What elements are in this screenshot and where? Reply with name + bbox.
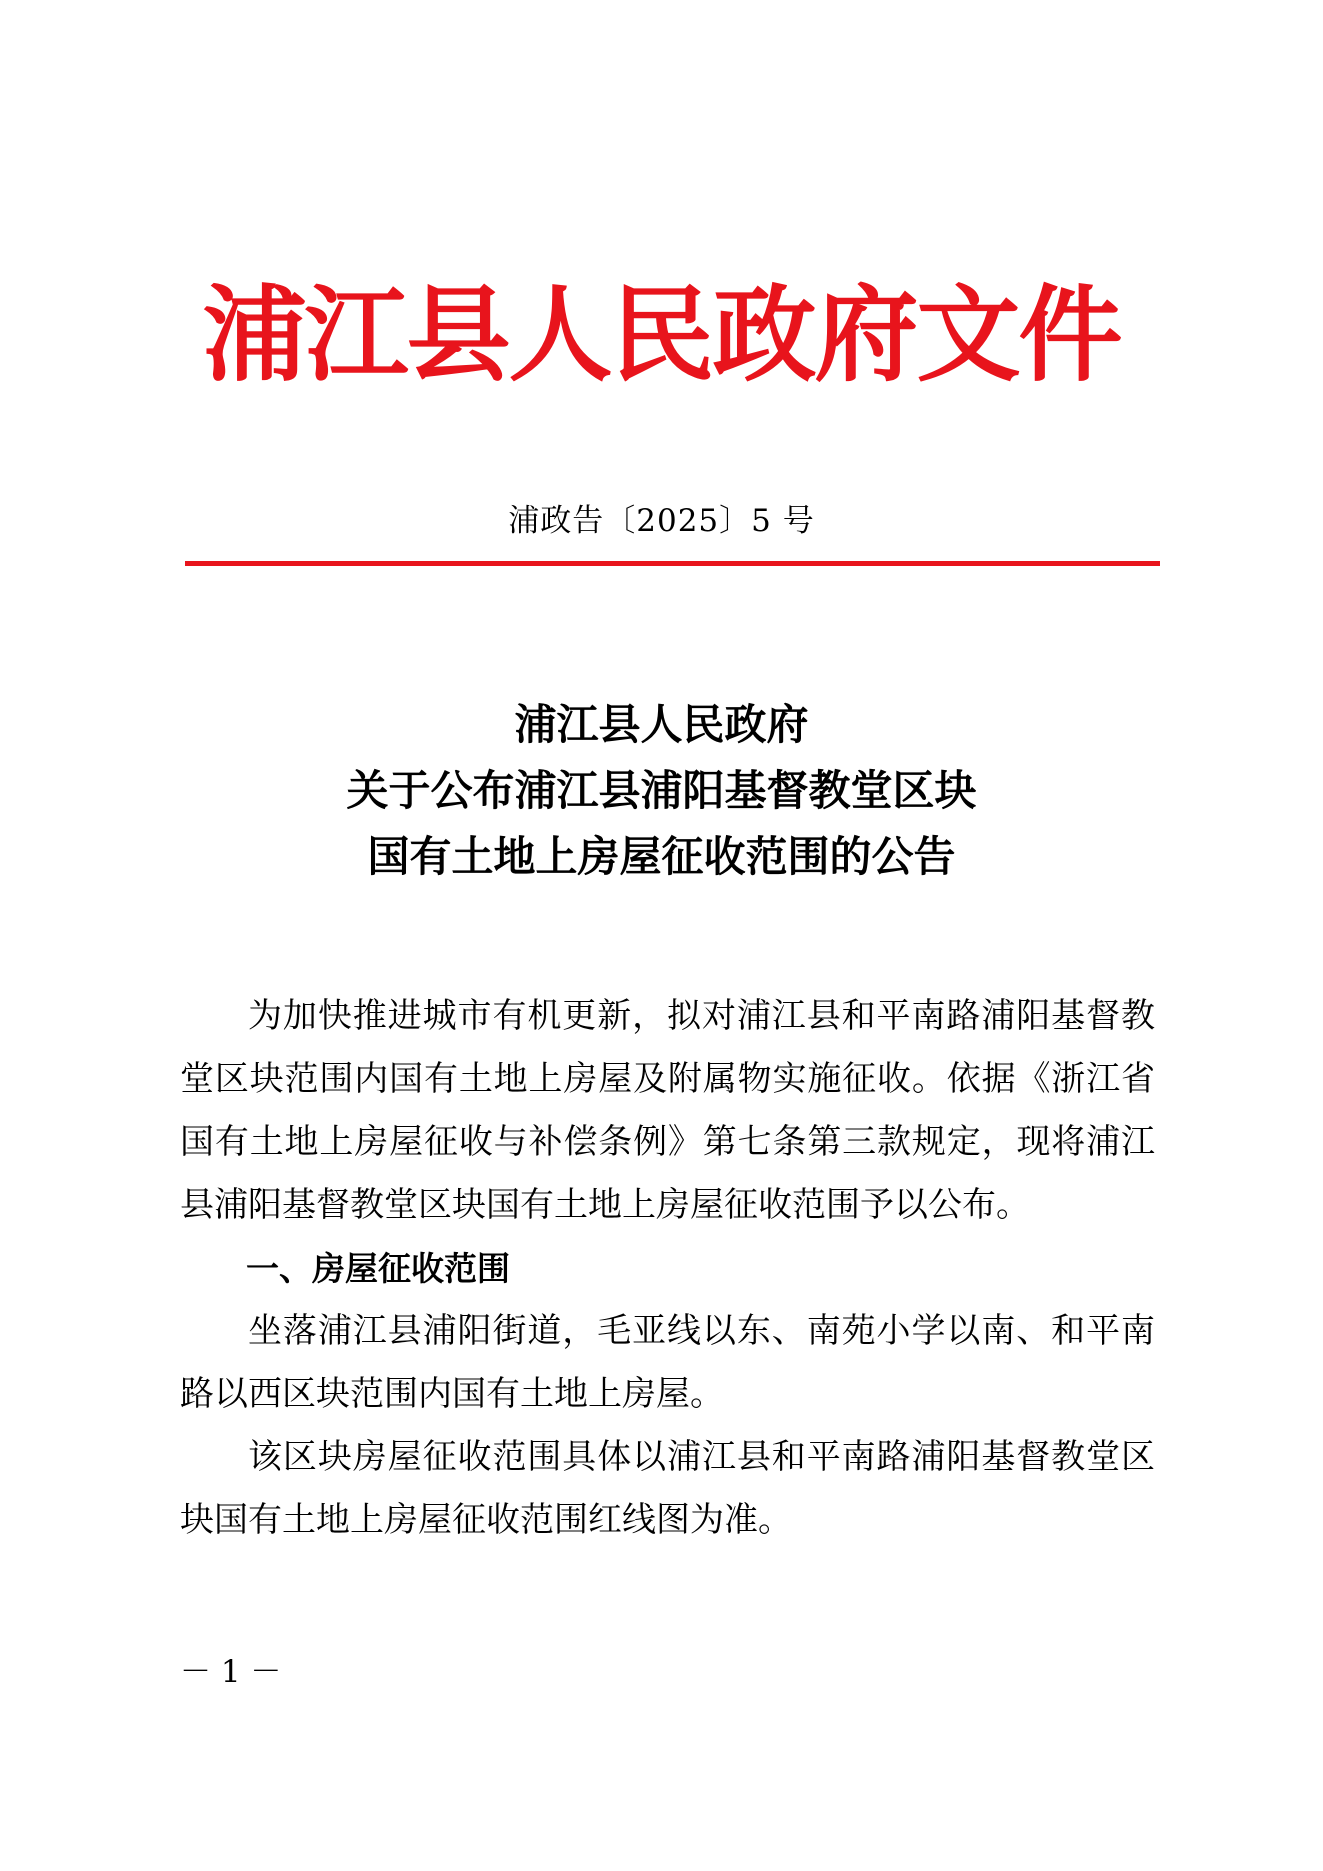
intro-paragraph: 为加快推进城市有机更新，拟对浦江县和平南路浦阳基督教堂区块范围内国有土地上房屋及附属物实施征收。依据《浙江省国有土地上房屋征收与补偿条例》第七条第三款规定，现将浦江县浦阳基督教堂区块国有土地上房屋征收范围予以公布。	[180, 996, 1155, 1225]
section-heading-expropriation-scope: 一、房屋征收范围	[246, 1249, 510, 1288]
notice-title-line-3: 国有土地上房屋征收范围的公告	[367, 832, 956, 881]
page-number: － 1 －	[180, 1654, 282, 1690]
notice-title	[185, 692, 1138, 890]
document-header-title: 浦江县人民政府文件	[202, 274, 1121, 396]
document-number: 浦政告〔2025〕5 号	[508, 503, 815, 539]
notice-title-line-1: 浦江县人民政府	[514, 700, 809, 749]
scope-redline-paragraph: 该区块房屋征收范围具体以浦江县和平南路浦阳基督教堂区块国有土地上房屋征收范围红线图为准。	[180, 1437, 1155, 1540]
notice-title-line-2: 关于公布浦江县浦阳基督教堂区块	[346, 766, 977, 815]
red-separator-line	[185, 561, 1160, 566]
notice-body	[180, 985, 1155, 1552]
scope-location-paragraph: 坐落浦江县浦阳街道，毛亚线以东、南苑小学以南、和平南路以西区块范围内国有土地上房屋。	[180, 1311, 1155, 1414]
